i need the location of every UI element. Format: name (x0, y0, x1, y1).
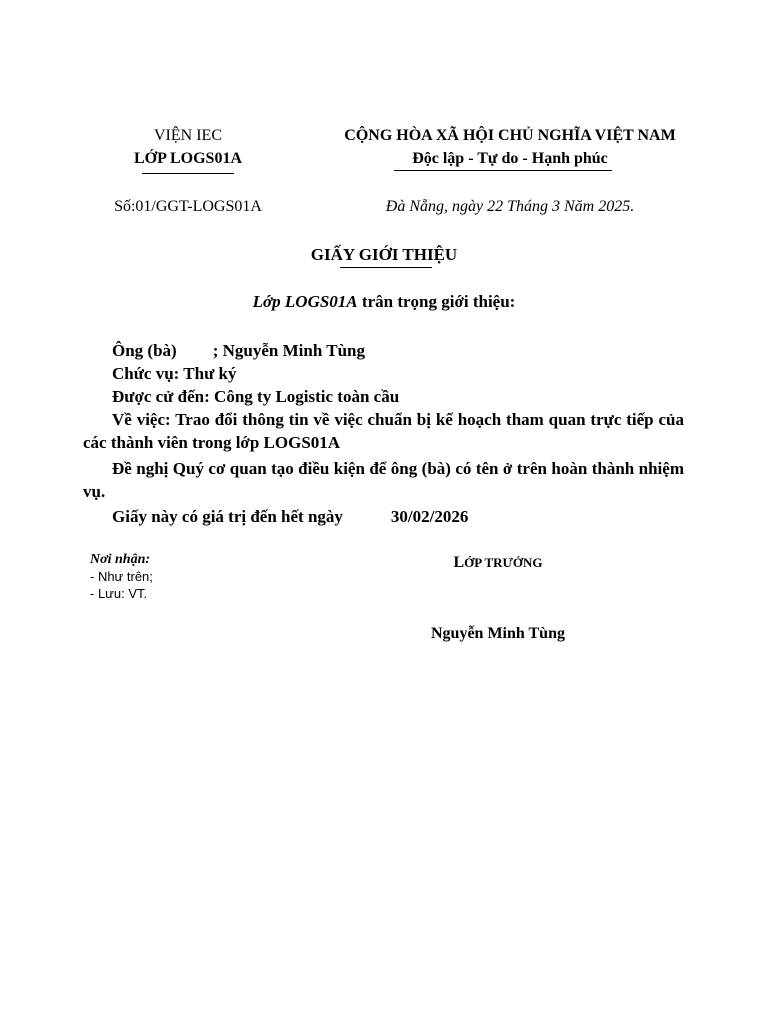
recipients-block (90, 551, 290, 602)
signer-title-initial: L (453, 554, 465, 571)
sent-to-line: Được cử đến: Công ty Logistic toàn cầu (112, 387, 400, 406)
recipient-item: - Lưu: VT. (90, 586, 148, 601)
validity-date: 30/02/2026 (390, 507, 469, 526)
recipient-item: - Như trên; (90, 569, 153, 584)
intro-text: trân trọng giới thiệu: (361, 292, 516, 311)
place-and-date: Đà Nẵng, ngày 22 Tháng 3 Năm 2025. (385, 198, 635, 215)
document-number: Số:01/GGT-LOGS01A (114, 198, 262, 215)
national-motto: Độc lập - Tự do - Hạnh phúc (412, 150, 608, 167)
intro-subject: Lớp LOGS01A (252, 292, 358, 311)
regarding-paragraph: Về việc: Trao đổi thông tin về việc chuẩn bị kế hoạch tham quan trực tiếp của các thành viên trong lớp LOGS01A (83, 410, 684, 452)
validity-line (83, 505, 684, 528)
motto-underline (394, 170, 612, 171)
title-underline (340, 267, 432, 268)
person-name: ; Nguyễn Minh Tùng (212, 341, 365, 360)
validity-label: Giấy này có giá trị đến hết ngày (112, 507, 343, 526)
document-title: GIẤY GIỚI THIỆU (310, 245, 458, 264)
request-paragraph: Đề nghị Quý cơ quan tạo điều kiện để ông (bà) có tên ở trên hoàn thành nhiệm vụ. (83, 459, 684, 501)
signer-title (398, 554, 598, 572)
signer-title-rest: ỚP TRƯỞNG (464, 555, 543, 570)
recipients-header: Nơi nhận: (90, 552, 151, 567)
signer-name: Nguyễn Minh Tùng (431, 625, 565, 642)
person-label: Ông (bà) (112, 341, 177, 360)
position-line: Chức vụ: Thư ký (112, 364, 237, 383)
introduction-line (0, 292, 768, 312)
organization-name: VIỆN IEC (154, 127, 222, 144)
nation-name: CỘNG HÒA XÃ HỘI CHỦ NGHĨA VIỆT NAM (344, 127, 676, 144)
person-line (83, 339, 684, 362)
header-left-underline (142, 173, 234, 174)
class-name: LỚP LOGS01A (133, 150, 243, 167)
